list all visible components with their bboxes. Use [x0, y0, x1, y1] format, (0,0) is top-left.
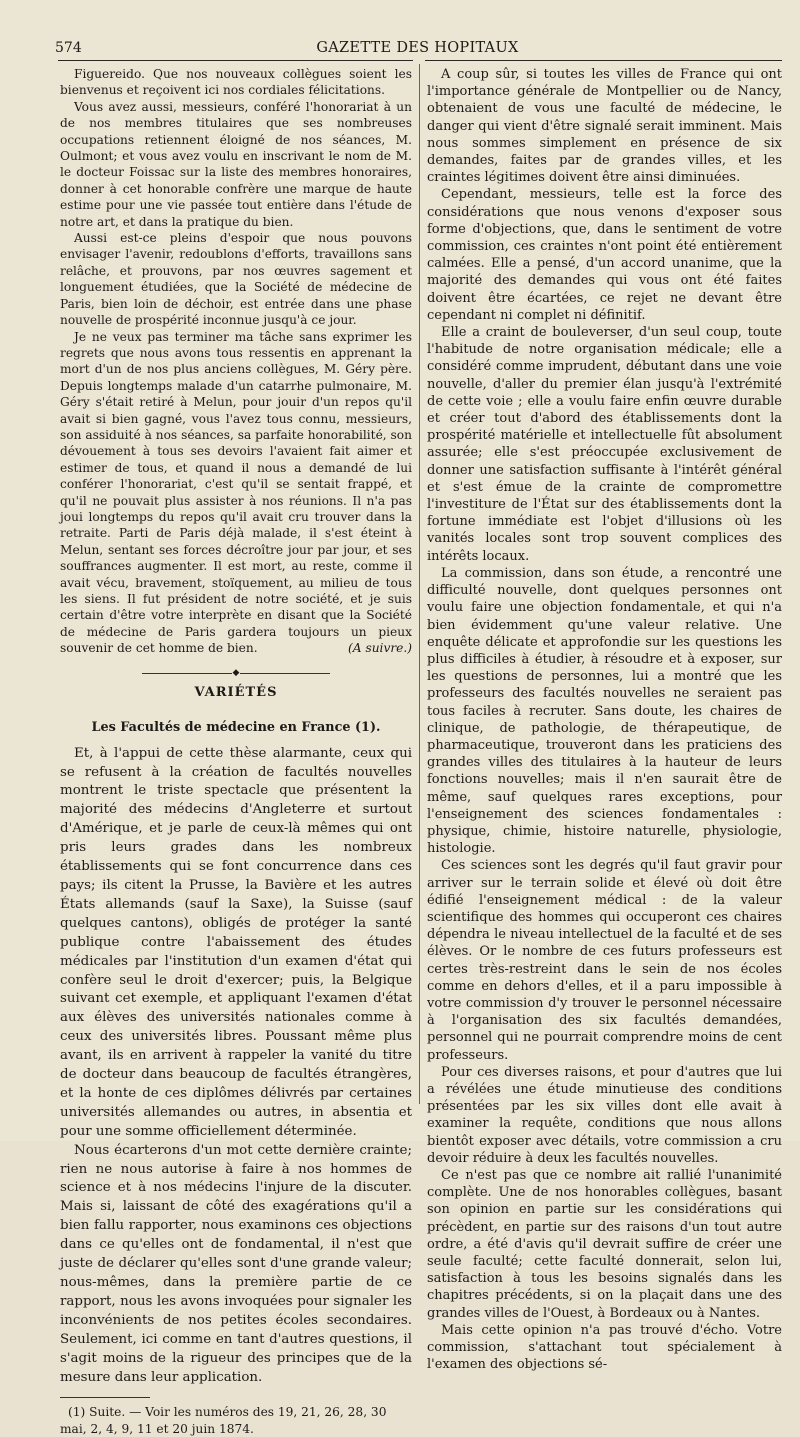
paragraph: A coup sûr, si toutes les villes de France qui ont l'importance générale de Montpellier ou de Nancy, obtenaient de vous une faculté de médecine, le danger qui vient d'être signalé serait imminent. Mais nous sommes simplement en présence de six demandes, faites par de grandes villes, et les craintes légitimes doivent être ainsi diminuées. [427, 67, 782, 186]
header-rule-left [58, 60, 413, 61]
paragraph: Mais cette opinion n'a pas trouvé d'écho. Votre commission, s'attachant tout spécialement à l'examen des objections sé- [427, 1322, 782, 1373]
continuation-note: (A suivre.) [348, 640, 412, 655]
article-body [60, 745, 412, 1388]
paragraph: Figuereido. Que nos nouveaux collègues soient les bienvenus et reçoivent ici nos cordiales félicitations. [60, 67, 412, 98]
article-title: Les Facultés de médecine en France (1). [91, 719, 381, 735]
paragraph: Et, à l'appui de cette thèse alarmante, ceux qui se refusent à la création de facultés nouvelles montrent le triste spectacle que présentent la majorité des médecins d'Angleterre et surtout d'Amérique, et je parle de ceux-là mêmes qui ont pris leurs grades dans les nombreux établissements qui se font concurrence dans ces pays; ils citent la Prusse, la Bavière et les autres États allemands (sauf la Saxe), la Suisse (sauf quelques cantons), obligés de protéger la santé publique contre l'abaissement des études médicales par l'institution d'un examen d'état qui confère seul le droit d'exercer; puis, la Belgique suivant cet exemple, et appliquant l'examen d'état aux élèves des universités nationales comme à ceux des universités libres. Poussant même plus avant, ils en arrivent à rappeler la vanité du titre de docteur dans beaucoup de facultés étrangères, et la honte de ces diplômes délivrés par certaines universités allemandes ou autres, in absentia et pour une somme officiellement déterminée. [60, 745, 412, 1139]
paragraph: Ce n'est pas que ce nombre ait rallié l'unanimité complète. Une de nos honorables collègues, basant son opinion en partie sur les considérations qui précèdent, en partie sur des raisons d'un tout autre ordre, a été d'avis qu'il devrait suffire de créer une seule faculté; cette faculté donnerait, selon lui, satisfaction à tous les besoins signalés dans les chapitres précédents, si on la plaçait dans une des grandes villes de l'Ouest, à Bordeaux ou à Nantes. [427, 1168, 782, 1321]
publication-title: GAZETTE DES HOPITAUX [316, 40, 519, 56]
paragraph: Cependant, messieurs, telle est la force des considérations que nous venons d'exposer sous forme d'objections, que, dans le sentiment de votre commission, ces craintes n'ont point été entièrement calmées. Elle a pensé, d'un accord unanime, que la majorité des demandes qui vous ont été faites doivent être écartées, ce rejet ne devant être cependant ni complet ni définitif. [427, 187, 782, 323]
paragraph: Je ne veux pas terminer ma tâche sans exprimer les regrets que nous avons tous ressentis en apprenant la mort d'un de nos plus anciens collègues, M. Géry père. Depuis longtemps malade d'un catarrhe pulmonaire, M. Géry s'était retiré à Melun, pour jouir d'un repos qu'il avait si bien gagné, vous l'avez tous connu, messieurs, son assiduité à nos séances, sa parfaite honorabilité, son dévouement à tous ses devoirs l'avaient fait aimer et estimer de tous, et quand il nous a demandé de lui conférer l'honorariat, c'est qu'il se sentait frappé, et qu'il ne pouvait plus assister à nos réunions. Il n'a pas joui longtemps du repos qu'il avait cru trouver dans la retraite. Parti de Paris déjà malade, il s'est éteint à Melun, sentant ses forces décroître jour par jour, et ses souffrances augmenter. Il est mort, au reste, comme il avait vécu, bravement, stoïquement, au milieu de tous les siens. Il fut président de notre société, et je suis certain d'être votre interprète en disant que la Société de médecine de Paris gardera toujours un pieux souvenir de cet homme de bien. [60, 329, 412, 656]
column-divider [419, 64, 420, 1104]
page-number: 574 [55, 40, 82, 56]
header-rule-right [425, 60, 782, 61]
paragraph: Elle a craint de bouleverser, d'un seul coup, toute l'habitude de notre organisation médicale; elle a considéré comme imprudent, débutant dans une voie nouvelle, d'aller du premier élan jusqu'à l'extrémité de cette voie ; elle a voulu faire enfin œuvre durable et créer tout d'abord des établissements dont la prospérité matérielle et intellectuelle fût absolument assurée; elle s'est préoccupée exclusivement de donner une satisfaction suffisante à l'intérêt général et s'est émue de la crainte de compromettre l'investiture de l'État sur des établissements dont la fortune immédiate est l'objet d'illusions où les vanités locales sont trop souvent complices des intérêts locaux. [427, 325, 782, 564]
right-column [427, 66, 782, 1373]
paragraph: Ces sciences sont les degrés qu'il faut gravir pour arriver sur le terrain solide et élevé où doit être édifié l'enseignement médical : de la valeur scientifique des hommes qui occuperont ces chaires dépendra le niveau intellectuel de la faculté et de ses élèves. Or le nombre de ces futurs professeurs est certes très-restreint dans le sein de nos écoles comme en dehors d'elles, et il a paru impossible à votre commission d'y trouver le personnel nécessaire à l'organisation des six facultés demandées, personnel qui ne pourrait comprendre moins de cent professeurs. [427, 858, 782, 1063]
footnote: (1) Suite. — Voir les numéros des 19, 21, 26, 28, 30 mai, 2, 4, 9, 11 et 20 juin 1874. [60, 1405, 387, 1436]
paragraph: Nous écarterons d'un mot cette dernière crainte; rien ne nous autorise à faire à nos hommes de science et à nos médecins l'injure de la discuter. Mais si, laissant de côté des exagérations qu'il a bien fallu rapporter, nous examinons ces objections dans ce qu'elles ont de fondamental, il n'est que juste de déclarer qu'elles sont d'une grande valeur; nous-mêmes, dans la première partie de ce rapport, nous les avons invoquées pour signaler les inconvénients de nos petites écoles secondaires. Seulement, ici comme en tant d'autres questions, il s'agit moins de la rigueur des principes que de la mesure dans leur application. [60, 1142, 412, 1385]
paragraph: Pour ces diverses raisons, et pour d'autres que lui a révélées une étude minutieuse des conditions présentées par les six villes dont elle avait à examiner la requête, conditions que nous allons bientôt exposer avec détails, votre commission a cru devoir réduire à deux les facultés nouvelles. [427, 1064, 782, 1166]
ornament-divider: ◆ [60, 663, 412, 675]
page-header [55, 40, 780, 60]
section-title: VARIÉTÉS [194, 684, 278, 700]
paragraph: Vous avez aussi, messieurs, conféré l'honorariat à un de nos membres titulaires que ses nombreuses occupations retiennent éloigné de nos séances, M. Oulmont; et vous avez voulu en inscrivant le nom de M. le docteur Foissac sur la liste des membres honoraires, donner à cet honorable confrère une marque de haute estime pour une vie passée tout entière dans l'étude de notre art, et dans la pratique du bien. [60, 99, 412, 229]
left-column [60, 66, 412, 1437]
footnote-rule [60, 1397, 150, 1398]
paragraph: La commission, dans son étude, a rencontré une difficulté nouvelle, dont quelques personnes ont voulu faire une objection fondamentale, et qui n'a bien évidemment qu'une valeur relative. Une enquête délicate et approfondie sur les questions les plus difficiles à étudier, à résoudre et à exposer, sur les questions de personnes, lui a montré que les professeurs des facultés nouvelles ne seraient pas tous faciles à recruter. Sans doute, les chaires de clinique, de pathologie, de thérapeutique, de pharmaceutique, trouveront dans les praticiens des grandes villes des titulaires à la hauteur de leurs fonctions nouvelles; mais il n'en saurait être de même, sauf quelques rares exceptions, pour l'enseignement des sciences fondamentales : physique, chimie, histoire naturelle, physiologie, histologie. [427, 565, 782, 857]
paragraph: Aussi est-ce pleins d'espoir que nous pouvons envisager l'avenir, redoublons d'efforts, travaillons sans relâche, et prouvons, par nos œuvres sagement et longuement étudiées, que la Société de médecine de Paris, bien loin de déchoir, est entrée dans une phase nouvelle de prospérité inconnue jusqu'à ce jour. [60, 231, 412, 328]
